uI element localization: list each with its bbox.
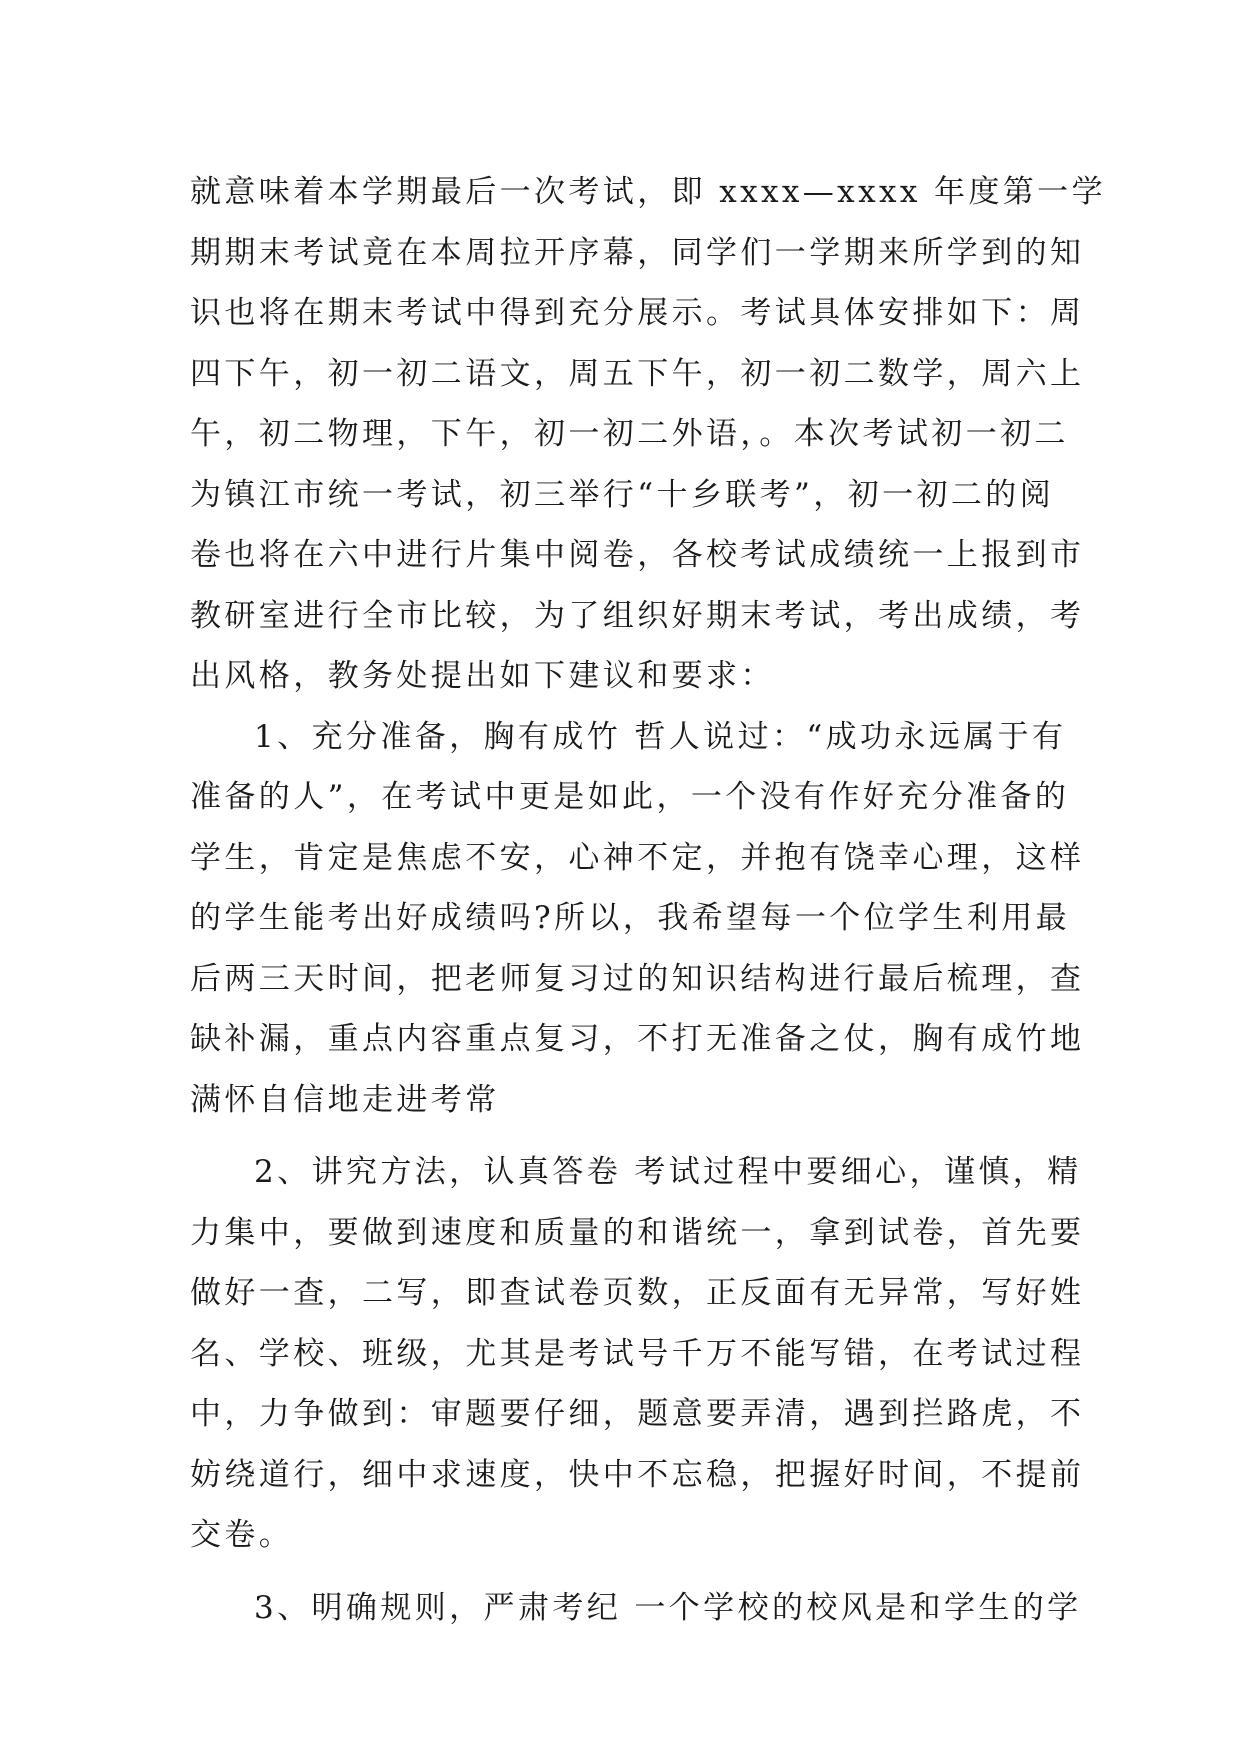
text-line: 中，力争做到：审题要仔细，题意要弄清，遇到拦路虎，不 xyxy=(190,1396,1085,1432)
text-line: 四下午，初一初二语文，周五下午，初一初二数学，周六上 xyxy=(190,355,1085,392)
text-line: 学生，肯定是焦虑不安，心神不定，并抱有饶幸心理，这样 xyxy=(190,839,1085,876)
text-line: 午，初二物理，下午，初一初二外语，。本次考试初一初二 xyxy=(190,416,1069,452)
text-line: 名、学校、班级，尤其是考试号千万不能写错，在考试过程 xyxy=(190,1335,1085,1372)
text-line: 就意味着本学期最后一次考试，即 xxxx—xxxx 年度第一学 xyxy=(190,174,1106,210)
text-line: 缺补漏，重点内容重点复习，不打无准备之仗，胸有成竹地 xyxy=(190,1021,1085,1057)
paragraph-item-1-preparation xyxy=(190,707,1085,1131)
text-line: 的学生能考出好成绩吗?所以，我希望每一个位学生利用最 xyxy=(190,900,1071,936)
paragraph-item-2-method xyxy=(190,1142,1085,1566)
paragraph-item-3-rules xyxy=(190,1578,1082,1639)
text-line: 为镇江市统一考试，初三举行“十乡联考”，初一初二的阅 xyxy=(190,476,1055,513)
text-line: 做好一查，二写，即查试卷页数，正反面有无异常，写好姓 xyxy=(190,1275,1085,1311)
text-line: 1、充分准备，胸有成竹 哲人说过：“成功永远属于有 xyxy=(254,718,1067,755)
text-line: 满怀自信地走进考常 xyxy=(190,1081,500,1118)
text-line: 3、明确规则，严肃考纪 一个学校的校风是和学生的学 xyxy=(254,1589,1082,1626)
text-line: 卷也将在六中进行片集中阅卷，各校考试成绩统一上报到市 xyxy=(190,537,1085,573)
text-line: 力集中，要做到速度和质量的和谐统一，拿到试卷，首先要 xyxy=(190,1214,1085,1251)
text-line: 交卷。 xyxy=(190,1517,294,1553)
text-line: 识也将在期末考试中得到充分展示。考试具体安排如下：周 xyxy=(190,295,1085,331)
text-line: 出风格，教务处提出如下建议和要求： xyxy=(190,658,775,694)
text-line: 2、讲究方法，认真答卷 考试过程中要细心，谨慎，精 xyxy=(254,1154,1082,1190)
document-page xyxy=(190,162,1106,1638)
text-line: 准备的人”，在考试中更是如此，一个没有作好充分准备的 xyxy=(190,779,1070,815)
text-line: 教研室进行全市比较，为了组织好期末考试，考出成绩，考 xyxy=(190,597,1085,634)
paragraph-exam-intro xyxy=(190,162,1106,707)
text-line: 后两三天时间，把老师复习过的知识结构进行最后梳理，查 xyxy=(190,960,1085,997)
text-line: 妨绕道行，细中求速度，快中不忘稳，把握好时间，不提前 xyxy=(190,1456,1085,1493)
text-line: 期期末考试竟在本周拉开序幕，同学们一学期来所学到的知 xyxy=(190,234,1085,271)
